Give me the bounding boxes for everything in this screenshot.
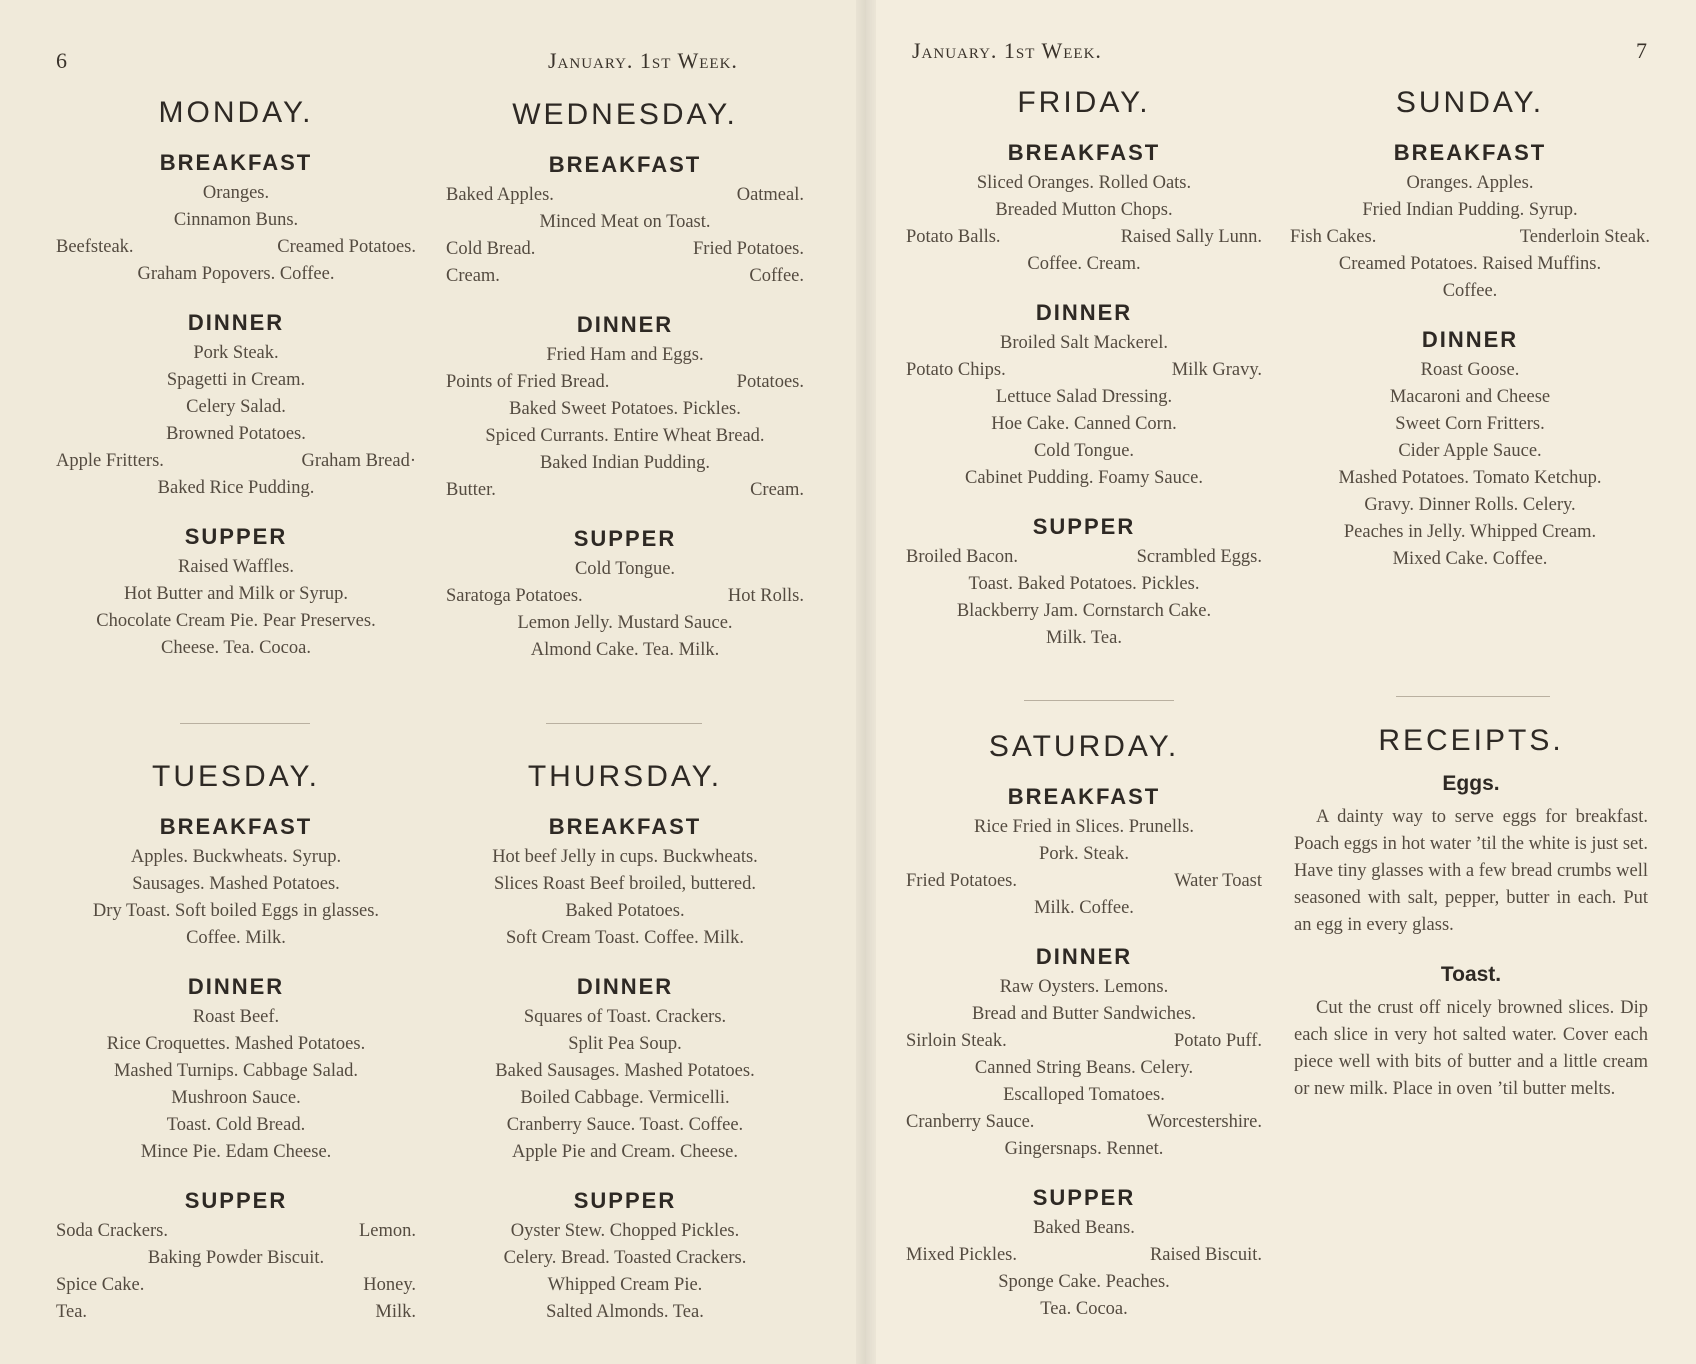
menu-line: Breaded Mutton Chops. <box>995 200 1173 220</box>
menu-item: Hot Rolls. <box>727 586 804 606</box>
menu-line <box>1290 224 1650 251</box>
menu-line: Lettuce Salad Dressing. <box>995 387 1173 407</box>
day-title: SATURDAY. <box>988 730 1180 763</box>
menu-line: Pork. Steak. <box>1039 844 1129 864</box>
menu-line: Rice Fried in Slices. Prunells. <box>974 817 1194 837</box>
menu-line <box>446 236 804 263</box>
day-title: THURSDAY. <box>527 760 723 793</box>
menu-line: Baked Indian Pudding. <box>539 453 711 473</box>
menu-line: Milk. Coffee. <box>1034 898 1134 918</box>
dinner-heading: DINNER <box>576 312 674 337</box>
menu-line: Celery. Bread. Toasted Crackers. <box>503 1248 747 1268</box>
dinner-heading: DINNER <box>187 310 285 335</box>
supper-heading: SUPPER <box>1032 1185 1136 1210</box>
menu-line: Coffee. Milk. <box>186 928 286 948</box>
menu-item: Honey. <box>363 1275 416 1295</box>
menu-line: Lemon Jelly. Mustard Sauce. <box>517 613 733 633</box>
menu-line: Squares of Toast. Crackers. <box>523 1007 727 1027</box>
day-saturday <box>906 730 1262 1323</box>
menu-line: Gingersnaps. Rennet. <box>1004 1139 1164 1159</box>
receipts-title: RECEIPTS. <box>1378 724 1564 757</box>
menu-item: Raised Biscuit. <box>1149 1245 1262 1265</box>
receipt-heading-toast: Toast. <box>1440 963 1502 986</box>
menu-item: Potatoes. <box>736 372 804 392</box>
menu-line: Rice Croquettes. Mashed Potatoes. <box>106 1034 366 1054</box>
breakfast-heading: BREAKFAST <box>1393 140 1547 165</box>
day-title: SUNDAY. <box>1395 86 1545 119</box>
menu-item: Cream. <box>446 266 500 286</box>
menu-line: Oyster Stew. Chopped Pickles. <box>510 1221 740 1241</box>
menu-line: Baking Powder Biscuit. <box>147 1248 325 1268</box>
menu-line: Chocolate Cream Pie. Pear Preserves. <box>96 611 376 631</box>
menu-line: Gravy. Dinner Rolls. Celery. <box>1364 495 1576 515</box>
day-title: MONDAY. <box>158 96 314 129</box>
menu-line <box>56 448 416 475</box>
menu-item: Milk. <box>375 1302 416 1322</box>
day-tuesday <box>56 760 416 1326</box>
right-running-head: January. 1st Week. <box>912 38 1102 63</box>
menu-line <box>56 1272 416 1299</box>
menu-line <box>56 1299 416 1326</box>
menu-line: Baked Potatoes. <box>565 901 685 921</box>
divider-friday <box>1024 700 1174 701</box>
menu-line: Hot Butter and Milk or Syrup. <box>123 584 349 604</box>
menu-line: Oranges. Apples. <box>1406 173 1534 193</box>
menu-line: Split Pea Soup. <box>568 1034 682 1054</box>
menu-line: Minced Meat on Toast. <box>539 212 711 232</box>
menu-line: Mince Pie. Edam Cheese. <box>140 1142 332 1162</box>
menu-line <box>906 868 1262 895</box>
day-thursday <box>446 760 804 1326</box>
page-gutter <box>856 0 876 1364</box>
menu-line: Cabinet Pudding. Foamy Sauce. <box>965 468 1203 488</box>
right-page-number: 7 <box>1636 38 1647 63</box>
menu-item: Potato Puff. <box>1173 1031 1262 1051</box>
menu-line: Mashed Turnips. Cabbage Salad. <box>113 1061 359 1081</box>
menu-line <box>446 369 804 396</box>
menu-item: Milk Gravy. <box>1171 360 1262 380</box>
menu-line <box>906 1109 1262 1136</box>
menu-item: Tenderloin Steak. <box>1519 227 1650 247</box>
menu-line: Broiled Salt Mackerel. <box>1000 333 1168 353</box>
menu-line: Sponge Cake. Peaches. <box>998 1272 1170 1292</box>
left-page-number: 6 <box>56 48 67 73</box>
divider-sunday <box>1396 696 1550 697</box>
menu-line: Roast Goose. <box>1420 360 1520 380</box>
menu-line: Creamed Potatoes. Raised Muffins. <box>1338 254 1602 274</box>
day-title: TUESDAY. <box>152 760 320 793</box>
menu-line: Cheese. Tea. Cocoa. <box>161 638 311 658</box>
dinner-heading: DINNER <box>576 974 674 999</box>
menu-line: Sweet Corn Fritters. <box>1395 414 1545 434</box>
dinner-heading: DINNER <box>1035 300 1133 325</box>
menu-item: Beefsteak. <box>56 237 134 257</box>
menu-item: Saratoga Potatoes. <box>446 586 583 606</box>
menu-line: Cinnamon Buns. <box>173 210 299 230</box>
supper-heading: SUPPER <box>184 1188 288 1213</box>
menu-line: Boiled Cabbage. Vermicelli. <box>520 1088 730 1108</box>
receipt-text-toast: Cut the crust off nicely browned slices. Dip each slice in very hot salted water. Cover each piece well with bits of butter and a little cream or new milk. Place in oven ’til butter melts. <box>1294 998 1648 1099</box>
menu-item: Baked Apples. <box>446 185 554 205</box>
left-running-head: January. 1st Week. <box>548 48 738 73</box>
menu-line: Roast Beef. <box>192 1007 280 1027</box>
supper-heading: SUPPER <box>1032 514 1136 539</box>
menu-line: Spiced Currants. Entire Wheat Bread. <box>485 426 765 446</box>
menu-line: Oranges. <box>202 183 270 203</box>
menu-line: Mixed Cake. Coffee. <box>1392 549 1548 569</box>
menu-line: Almond Cake. Tea. Milk. <box>530 640 720 660</box>
menu-line <box>446 263 804 290</box>
menu-line: Raw Oysters. Lemons. <box>999 977 1169 997</box>
menu-item: Coffee. <box>749 266 804 286</box>
menu-line <box>906 224 1262 251</box>
menu-line: Sliced Oranges. Rolled Oats. <box>976 173 1192 193</box>
day-sunday <box>1290 86 1650 573</box>
menu-line: Celery Salad. <box>186 397 286 417</box>
day-wednesday <box>446 98 804 664</box>
breakfast-heading: BREAKFAST <box>1007 784 1161 809</box>
menu-item: Oatmeal. <box>736 185 804 205</box>
breakfast-heading: BREAKFAST <box>1007 140 1161 165</box>
menu-line: Macaroni and Cheese <box>1389 387 1551 407</box>
menu-line: Apples. Buckwheats. Syrup. <box>130 847 342 867</box>
menu-line: Peaches in Jelly. Whipped Cream. <box>1343 522 1597 542</box>
breakfast-heading: BREAKFAST <box>159 150 313 175</box>
menu-line <box>906 544 1262 571</box>
menu-line: Raised Waffles. <box>178 557 294 577</box>
menu-line: Mashed Potatoes. Tomato Ketchup. <box>1338 468 1602 488</box>
menu-line: Toast. Cold Bread. <box>166 1115 306 1135</box>
receipts-section <box>1294 724 1648 1103</box>
menu-item: Tea. <box>56 1302 88 1322</box>
menu-item: Fried Potatoes. <box>693 239 804 259</box>
menu-line <box>446 182 804 209</box>
menu-item: Potato Chips. <box>906 360 1006 380</box>
menu-line: Cold Tongue. <box>1033 441 1135 461</box>
day-title: FRIDAY. <box>1017 86 1151 119</box>
menu-item: Worcestershire. <box>1146 1112 1262 1132</box>
menu-item: Fish Cakes. <box>1290 227 1377 247</box>
menu-line: Hot beef Jelly in cups. Buckwheats. <box>492 847 758 867</box>
menu-line: Mushroon Sauce. <box>171 1088 301 1108</box>
menu-line <box>906 1242 1262 1269</box>
menu-item: Mixed Pickles. <box>906 1245 1017 1265</box>
supper-heading: SUPPER <box>573 526 677 551</box>
menu-line: Milk. Tea. <box>1046 628 1122 648</box>
menu-line: Spagetti in Cream. <box>166 370 306 390</box>
menu-item: Butter. <box>446 480 496 500</box>
breakfast-heading: BREAKFAST <box>548 814 702 839</box>
menu-line: Baked Sweet Potatoes. Pickles. <box>509 399 741 419</box>
menu-line: Cold Tongue. <box>574 559 676 579</box>
receipt-text-eggs: A dainty way to serve eggs for breakfast. Poach eggs in hot water ’til the white is just set. Have tiny glasses with a few bread crumbs well seasoned with salt, pepper, butter in each. Put an egg in every glass. <box>1294 807 1648 935</box>
menu-line: Tea. Cocoa. <box>1040 1299 1128 1319</box>
menu-line: Cranberry Sauce. Toast. Coffee. <box>506 1115 744 1135</box>
menu-item: Cold Bread. <box>446 239 536 259</box>
dinner-heading: DINNER <box>187 974 285 999</box>
menu-item: Apple Fritters. <box>56 451 164 471</box>
menu-line: Slices Roast Beef broiled, buttered. <box>493 874 757 894</box>
menu-line: Blackberry Jam. Cornstarch Cake. <box>956 601 1212 621</box>
divider-wednesday <box>546 723 702 724</box>
menu-item: Cream. <box>750 480 804 500</box>
menu-line: Coffee. <box>1442 281 1498 301</box>
dinner-heading: DINNER <box>1035 944 1133 969</box>
menu-line: Baked Sausages. Mashed Potatoes. <box>495 1061 755 1081</box>
breakfast-heading: BREAKFAST <box>548 152 702 177</box>
menu-item: Potato Balls. <box>906 227 1001 247</box>
menu-line: Fried Ham and Eggs. <box>546 345 704 365</box>
day-monday <box>56 96 416 662</box>
menu-line: Hoe Cake. Canned Corn. <box>991 414 1177 434</box>
menu-line: Dry Toast. Soft boiled Eggs in glasses. <box>92 901 380 921</box>
menu-line: Baked Beans. <box>1033 1218 1135 1238</box>
menu-line: Pork Steak. <box>193 343 279 363</box>
menu-line: Bread and Butter Sandwiches. <box>972 1004 1196 1024</box>
menu-item: Raised Sally Lunn. <box>1120 227 1262 247</box>
menu-line <box>446 477 804 504</box>
menu-item: Scrambled Eggs. <box>1136 547 1262 567</box>
menu-line: Sausages. Mashed Potatoes. <box>132 874 340 894</box>
menu-line: Toast. Baked Potatoes. Pickles. <box>968 574 1200 594</box>
breakfast-heading: BREAKFAST <box>159 814 313 839</box>
receipt-heading-eggs: Eggs. <box>1442 772 1500 795</box>
supper-heading: SUPPER <box>184 524 288 549</box>
menu-line: Coffee. Cream. <box>1027 254 1141 274</box>
menu-item: Soda Crackers. <box>56 1221 168 1241</box>
menu-line: Baked Rice Pudding. <box>157 478 315 498</box>
menu-line <box>56 1218 416 1245</box>
menu-item: Fried Potatoes. <box>906 871 1017 891</box>
menu-line: Canned String Beans. Celery. <box>974 1058 1194 1078</box>
menu-item: Sirloin Steak. <box>906 1031 1007 1051</box>
menu-line: Soft Cream Toast. Coffee. Milk. <box>506 928 744 948</box>
menu-line <box>56 234 416 261</box>
menu-item: Points of Fried Bread. <box>446 372 610 392</box>
day-title: WEDNESDAY. <box>512 98 738 131</box>
menu-item: Creamed Potatoes. <box>277 237 416 257</box>
menu-line <box>906 357 1262 384</box>
menu-line: Salted Almonds. Tea. <box>546 1302 704 1322</box>
menu-line <box>906 1028 1262 1055</box>
menu-line: Apple Pie and Cream. Cheese. <box>511 1142 739 1162</box>
menu-line: Fried Indian Pudding. Syrup. <box>1362 200 1578 220</box>
menu-line: Escalloped Tomatoes. <box>1003 1085 1165 1105</box>
supper-heading: SUPPER <box>573 1188 677 1213</box>
day-friday <box>906 86 1262 652</box>
menu-item: Spice Cake. <box>56 1275 145 1295</box>
menu-line <box>446 583 804 610</box>
menu-item: Broiled Bacon. <box>906 547 1019 567</box>
menu-item: Lemon. <box>358 1221 416 1241</box>
menu-item: Graham Bread· <box>301 451 416 471</box>
divider-monday <box>180 723 310 724</box>
menu-line: Browned Potatoes. <box>166 424 306 444</box>
menu-line: Cider Apple Sauce. <box>1398 441 1542 461</box>
dinner-heading: DINNER <box>1421 327 1519 352</box>
menu-line: Whipped Cream Pie. <box>547 1275 703 1295</box>
menu-line: Graham Popovers. Coffee. <box>137 264 335 284</box>
menu-item: Water Toast <box>1174 871 1262 891</box>
menu-item: Cranberry Sauce. <box>906 1112 1035 1132</box>
